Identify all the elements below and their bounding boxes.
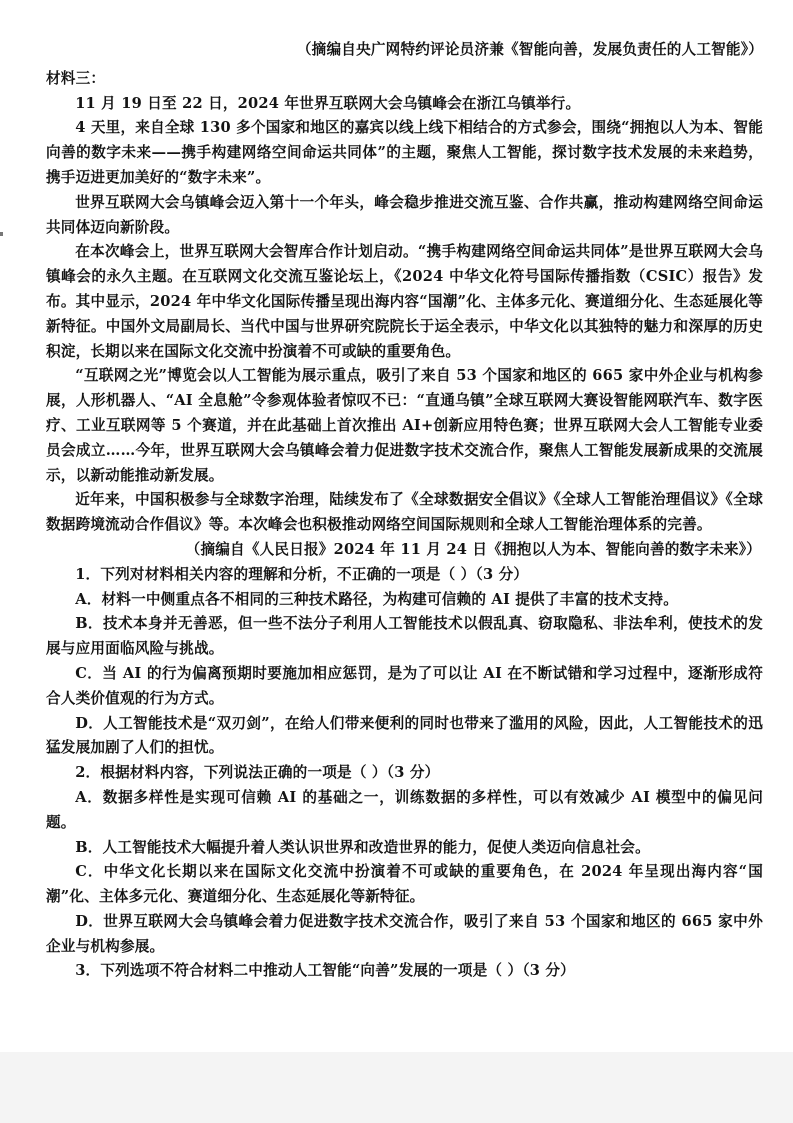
question-option: D．人工智能技术是“双刃剑”，在给人们带来便利的同时也带来了滥用的风险，因此，人工智能技术的迅猛发展加剧了人们的担忧。 xyxy=(46,714,763,757)
scan-shadow xyxy=(0,1052,793,1123)
material-paragraph: “互联网之光”博览会以人工智能为展示重点，吸引了来自 53 个国家和地区的 665 家中外企业与机构参展，人形机器人、“AI 全息舱”令参观体验者惊叹不已：“直通乌镇”全球互联网大赛设智能网联汽车、数字医疗、工业互联网等 5 个赛道，并在此基础上首次推出 AI+创新应用特色赛；世界互联网大会人工智能专业委员会成立……今年，世界互联网大会乌镇峰会着力促进数字技术交流合作，聚焦人工智能发展新成果的交流展示，以新动能推动新发展。 xyxy=(46,367,763,484)
material-paragraph: 4 天里，来自全球 130 多个国家和地区的嘉宾以线上线下相结合的方式参会，围绕“拥抱以人为本、智能向善的数字未来——携手构建网络空间命运共同体”的主题，聚焦人工智能，探讨数字技术发展的未来趋势，携手迈进更加美好的“数字未来”。 xyxy=(46,119,763,186)
question-option: A．材料一中侧重点各不相同的三种技术路径，为构建可信赖的 AI 提供了丰富的技术支持。 xyxy=(75,590,678,608)
document-page xyxy=(46,38,763,984)
question-option: C．中华文化长期以来在国际文化交流中扮演着不可或缺的重要角色，在 2024 年呈现出海内容“国潮”化、主体多元化、赛道细分化、生态延展化等新特征。 xyxy=(46,863,763,906)
question-stem: 2．根据材料内容，下列说法正确的一项是（ ）（3 分） xyxy=(75,764,440,782)
material-paragraph: 世界互联网大会乌镇峰会迈入第十一个年头，峰会稳步推进交流互鉴、合作共赢，推动构建网络空间命运共同体迈向新阶段。 xyxy=(46,193,763,236)
question-stem: 1．下列对材料相关内容的理解和分析，不正确的一项是（ ）（3 分） xyxy=(75,565,529,583)
source-citation-bottom: （摘编自《人民日报》2024 年 11 月 24 日《拥抱以人为本、智能向善的数字未来》） xyxy=(185,540,761,558)
question-option: C．当 AI 的行为偏离预期时要施加相应惩罚，是为了可以让 AI 在不断试错和学习过程中，逐渐形成符合人类价值观的行为方式。 xyxy=(46,664,763,707)
question-option: B．技术本身并无善恶，但一些不法分子利用人工智能技术以假乱真、窃取隐私、非法牟利，使技术的发展与应用面临风险与挑战。 xyxy=(46,615,763,658)
material-paragraph: 在本次峰会上，世界互联网大会智库合作计划启动。“携手构建网络空间命运共同体”是世界互联网大会乌镇峰会的永久主题。在互联网文化交流互鉴论坛上，《2024 中华文化符号国际传播指数（CSIC）报告》发布。其中显示，2024 年中华文化国际传播呈现出海内容“国潮”化、主体多元化、赛道细分化、生态延展化等新特征。中国外文局副局长、当代中国与世界研究院院长于运全表示，中华文化以其独特的魅力和深厚的历史积淀，长期以来在国际文化交流中扮演着不可或缺的重要角色。 xyxy=(46,243,763,360)
question-option: B．人工智能技术大幅提升着人类认识世界和改造世界的能力，促使人类迈向信息社会。 xyxy=(75,838,650,856)
question-option: A．数据多样性是实现可信赖 AI 的基础之一，训练数据的多样性，可以有效减少 AI 模型中的偏见问题。 xyxy=(46,788,763,831)
source-citation-top: （摘编自央广网特约评论员济兼《智能向善，发展负责任的人工智能》） xyxy=(296,41,763,58)
question-option: D．世界互联网大会乌镇峰会着力促进数字技术交流合作，吸引了来自 53 个国家和地区的 665 家中外企业与机构参展。 xyxy=(46,912,763,955)
material-paragraph: 近年来，中国积极参与全球数字治理，陆续发布了《全球数据安全倡议》《全球人工智能治理倡议》《全球数据跨境流动合作倡议》等。本次峰会也积极推动网络空间国际规则和全球人工智能治理体系的完善。 xyxy=(46,491,763,534)
question-stem: 3．下列选项不符合材料二中推动人工智能“向善”发展的一项是（ ）（3 分） xyxy=(75,962,575,980)
scan-speck xyxy=(0,232,3,236)
material-paragraph: 11 月 19 日至 22 日，2024 年世界互联网大会乌镇峰会在浙江乌镇举行。 xyxy=(75,94,581,112)
material-title: 材料三： xyxy=(46,69,106,87)
